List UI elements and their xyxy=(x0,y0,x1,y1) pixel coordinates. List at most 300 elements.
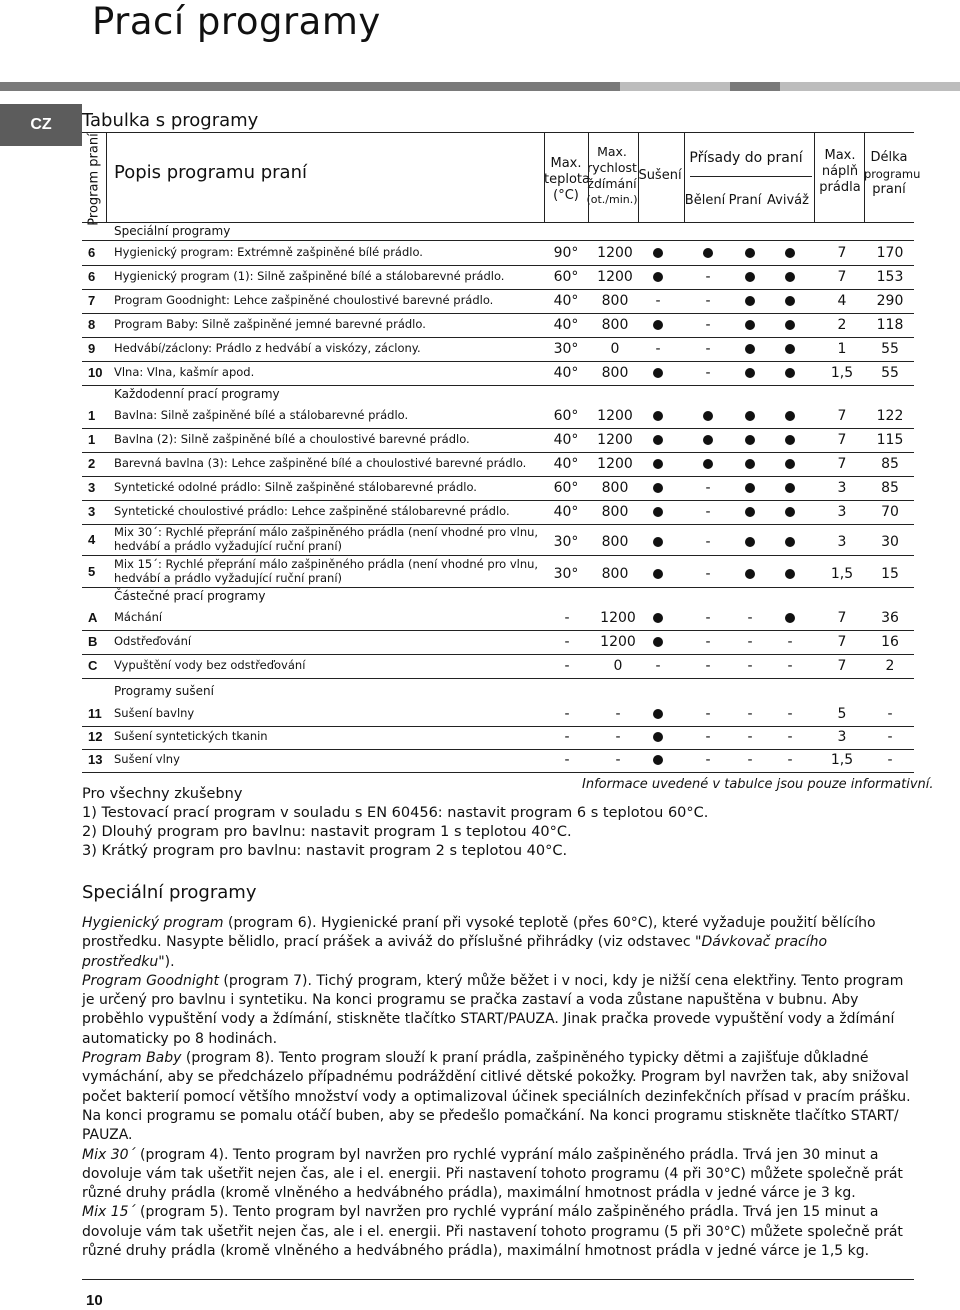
side-label: Program praní xyxy=(86,132,102,226)
filled-dot-icon xyxy=(785,272,795,282)
cell-duration: 122 xyxy=(876,408,904,424)
cell-wash xyxy=(694,245,722,261)
filled-dot-icon xyxy=(703,411,713,421)
program-number: 2 xyxy=(88,456,96,471)
cell-duration: 115 xyxy=(876,432,904,448)
section-special: Speciální programy xyxy=(114,224,231,238)
cell-softener xyxy=(736,365,764,381)
program-description: Barevná bavlna (3): Lehce zašpiněné bílé a choulostivé barevné prádlo. xyxy=(114,456,527,470)
program-description: Hygienický program: Extrémně zašpiněné bílé prádlo. xyxy=(114,245,423,259)
header-spin: Max. rychlost ždímání (ot./min.) xyxy=(586,144,638,206)
program-name: Hedvábí/záclony: xyxy=(114,341,213,355)
program-name: Bavlna (2): xyxy=(114,432,178,446)
program-name: Mix 15´: xyxy=(114,557,162,571)
paragraph: Mix 30´ (program 4). Tento program byl navržen pro rychlé vyprání málo zašpiněného prádla. Trvá jen 30 minut a dovoluje vám tak ušetřit nejen čas, ale i el. energii. Při nastavení tohoto programu (4 při 30°C) můžete společně prát různé druhy prádla (kromě vlněného a hedvábného prádla), maximální hmotnost prádla v jedné várce je 3 kg. xyxy=(82,1146,903,1202)
header-bottom-rule xyxy=(82,222,914,223)
cell-wash: - xyxy=(705,534,711,550)
cell-load: 3 xyxy=(837,534,847,550)
table-row xyxy=(82,290,914,314)
cell-dry xyxy=(644,634,672,650)
program-number: B xyxy=(88,634,98,649)
table-row xyxy=(82,726,914,750)
cell-bleach xyxy=(644,408,672,424)
filled-dot-icon xyxy=(653,637,663,647)
filled-dot-icon xyxy=(745,368,755,378)
table-row xyxy=(82,607,914,631)
cell-duration: - xyxy=(887,752,893,768)
cell-load: 7 xyxy=(837,634,847,650)
cell-wash: - xyxy=(705,365,711,381)
table-row xyxy=(82,631,914,655)
filled-dot-icon xyxy=(785,344,795,354)
table-row xyxy=(82,362,914,386)
program-name: Syntetické choulostivé prádlo: xyxy=(114,504,288,518)
filled-dot-icon xyxy=(653,569,663,579)
cell-wash: - xyxy=(705,566,711,582)
program-description: Hygienický program (1): Silně zašpiněné bílé a stálobarevné prádlo. xyxy=(114,269,505,283)
cell-softener-2 xyxy=(776,245,804,261)
cell-load: 1,5 xyxy=(830,752,854,768)
program-description: Syntetické choulostivé prádlo: Lehce zašpiněné stálobarevné prádlo. xyxy=(114,504,510,518)
cell-load: 7 xyxy=(837,658,847,674)
filled-dot-icon xyxy=(653,537,663,547)
program-description: Sušení bavlny xyxy=(114,706,195,720)
program-number: 7 xyxy=(88,293,96,308)
filled-dot-icon xyxy=(745,296,755,306)
cell-duration: 170 xyxy=(876,245,904,261)
table-title: Tabulka s programy xyxy=(82,110,259,131)
program-description: Program Baby: Silně zašpiněné jemné barevné prádlo. xyxy=(114,317,426,331)
program-name: Barevná bavlna (3): xyxy=(114,456,228,470)
program-name: Bavlna: xyxy=(114,408,158,422)
filled-dot-icon xyxy=(785,537,795,547)
cell-spin: 1200 xyxy=(597,456,633,472)
header-bleach: Bělení xyxy=(684,193,726,208)
cell-bleach xyxy=(644,504,672,520)
table-row xyxy=(82,266,914,290)
cell-temp: 30° xyxy=(553,566,579,582)
cell-wash xyxy=(694,408,722,424)
program-number: 11 xyxy=(88,706,102,721)
cell-temp: - xyxy=(564,634,570,650)
special-programs-title: Speciální programy xyxy=(82,882,257,903)
cell-temp: - xyxy=(564,752,570,768)
cell-wash xyxy=(694,432,722,448)
cell-load: 1,5 xyxy=(830,566,854,582)
program-name: Program Baby: xyxy=(114,317,199,331)
cell-softener: - xyxy=(787,752,793,768)
table-top-rule xyxy=(82,132,914,133)
cell-wash: - xyxy=(747,706,753,722)
cell-load: 5 xyxy=(837,706,847,722)
filled-dot-icon xyxy=(653,411,663,421)
filled-dot-icon xyxy=(745,272,755,282)
cell-bleach: - xyxy=(705,610,711,626)
cell-duration: 55 xyxy=(881,341,899,357)
cell-duration: - xyxy=(887,729,893,745)
cell-bleach xyxy=(644,566,672,582)
cell-load: 7 xyxy=(837,432,847,448)
header-temp: Max. teplota (°C) xyxy=(544,156,590,203)
header-separator xyxy=(544,132,545,222)
filled-dot-icon xyxy=(653,368,663,378)
filled-dot-icon xyxy=(745,248,755,258)
cell-temp: 40° xyxy=(553,432,579,448)
test-instructions xyxy=(82,785,708,861)
cell-bleach: - xyxy=(705,634,711,650)
cell-load: 4 xyxy=(837,293,847,309)
program-name: Mix 30´: xyxy=(114,525,162,539)
tests-title: Pro všechny zkušebny xyxy=(82,786,243,802)
program-description: Mix 30´: Rychlé přeprání málo zašpiněného prádla (není vhodné pro vlnu, hedvábí a prádlo vyžadující ruční praní) xyxy=(114,525,539,553)
program-number: 10 xyxy=(88,365,103,380)
table-row xyxy=(82,405,914,429)
filled-dot-icon xyxy=(785,483,795,493)
cell-bleach: - xyxy=(655,293,661,309)
paragraph: Hygienický program (program 6). Hygienické praní při vysoké teplotě (přes 60°C), které vyžaduje použití bělícího prostředku. Nasypte bělidlo, prací prášek a aviváž do příslušné přihrádky (viz odstavec "Dávkovač pracího prostředku"). xyxy=(82,915,876,970)
cell-temp: 40° xyxy=(553,456,579,472)
cell-softener xyxy=(736,408,764,424)
filled-dot-icon xyxy=(785,248,795,258)
cell-softener xyxy=(736,504,764,520)
cell-duration: 55 xyxy=(881,365,899,381)
header-separator xyxy=(588,132,589,222)
filled-dot-icon xyxy=(653,435,663,445)
program-number: 8 xyxy=(88,317,96,332)
program-name: Vlna: xyxy=(114,365,144,379)
filled-dot-icon xyxy=(785,459,795,469)
cell-spin: - xyxy=(615,706,621,722)
reference-term: Dávkovač pracího prostředku xyxy=(82,934,828,970)
cell-temp: 30° xyxy=(553,534,579,550)
cell-bleach xyxy=(644,432,672,448)
cell-spin: 800 xyxy=(601,534,629,550)
cell-dry xyxy=(644,729,672,745)
cell-bleach xyxy=(644,456,672,472)
header-duration: Délka programu praní xyxy=(864,150,921,197)
section-rule xyxy=(82,240,914,241)
filled-dot-icon xyxy=(653,507,663,517)
cell-wash: - xyxy=(705,293,711,309)
cell-wash xyxy=(694,456,722,472)
test-line: 1) Testovací prací program v souladu s EN 60456: nastavit program 6 s teplotou 60°C. xyxy=(82,805,709,821)
cell-softener: - xyxy=(787,658,793,674)
cell-softener-2 xyxy=(776,317,804,333)
cell-duration: 15 xyxy=(881,566,899,582)
program-number: C xyxy=(88,658,98,673)
special-programs-text xyxy=(82,914,916,1261)
cell-wash: - xyxy=(705,504,711,520)
cell-softener-2 xyxy=(776,408,804,424)
program-description: Máchání xyxy=(114,610,163,624)
table-row xyxy=(82,338,914,362)
cell-bleach: - xyxy=(705,706,711,722)
cell-duration: 118 xyxy=(876,317,904,333)
filled-dot-icon xyxy=(785,320,795,330)
header-softener: Aviváž xyxy=(767,193,809,208)
section-daily: Každodenní prací programy xyxy=(114,387,280,401)
header-load: Max. náplň prádla xyxy=(819,148,861,195)
cell-softener-2 xyxy=(776,504,804,520)
paragraph: Program Goodnight (program 7). Tichý program, který může běžet i v noci, kdy je nižší cena elektřiny. Tento program je určený pro bavlnu i syntetiku. Na konci programu se pračka zastaví a voda zůstane napuštěna v bubnu. Aby proběhlo vypuštění vody a ždímání, stiskněte tlačítko START/PAUZA. Jinak pračka provede vypuštění vody a ždímání automaticky po 8 hodinách. xyxy=(82,972,904,1047)
cell-duration: 16 xyxy=(881,634,899,650)
program-term: Mix 15´ xyxy=(82,1204,136,1221)
header-separator xyxy=(814,132,815,222)
table-row xyxy=(82,749,914,773)
cell-spin: - xyxy=(615,752,621,768)
cell-wash: - xyxy=(747,634,753,650)
cell-wash: - xyxy=(705,341,711,357)
cell-dry xyxy=(644,706,672,722)
cell-duration: 290 xyxy=(876,293,904,309)
filled-dot-icon xyxy=(785,435,795,445)
program-description: Hedvábí/záclony: Prádlo z hedvábí a viskózy, záclony. xyxy=(114,341,421,355)
table-row xyxy=(82,242,914,266)
cell-duration: 70 xyxy=(881,504,899,520)
cell-spin: 800 xyxy=(601,317,629,333)
cell-bleach xyxy=(644,317,672,333)
cell-wash: - xyxy=(747,658,753,674)
filled-dot-icon xyxy=(703,248,713,258)
program-term: Mix 30´ xyxy=(82,1146,136,1163)
cell-softener xyxy=(736,432,764,448)
filled-dot-icon xyxy=(653,755,663,765)
cell-spin: 800 xyxy=(601,365,629,381)
cell-softener xyxy=(736,456,764,472)
header-separator xyxy=(106,132,107,222)
program-number: 12 xyxy=(88,729,103,744)
filled-dot-icon xyxy=(745,569,755,579)
cell-spin: 1200 xyxy=(597,269,633,285)
cell-temp: - xyxy=(564,658,570,674)
cell-softener: - xyxy=(787,706,793,722)
table-row xyxy=(82,655,914,679)
table-row xyxy=(82,524,914,556)
cell-bleach xyxy=(644,269,672,285)
program-number: 3 xyxy=(88,504,96,519)
cell-load: 7 xyxy=(837,408,847,424)
cell-softener-2 xyxy=(776,341,804,357)
cell-duration: 153 xyxy=(876,269,904,285)
program-description: Program Goodnight: Lehce zašpiněné choulostivé barevné prádlo. xyxy=(114,293,494,307)
cell-spin: 0 xyxy=(610,341,620,357)
cell-dry xyxy=(644,610,672,626)
cell-temp: 60° xyxy=(553,480,579,496)
filled-dot-icon xyxy=(653,248,663,258)
test-line: 3) Krátký program pro bavlnu: nastavit program 2 s teplotou 40°C. xyxy=(82,843,568,859)
footer-rule xyxy=(82,1279,914,1280)
cell-temp: 60° xyxy=(553,269,579,285)
program-term: Program Goodnight xyxy=(82,972,219,989)
program-description: Mix 15´: Rychlé přeprání málo zašpiněného prádla (není vhodné pro vlnu, hedvábí a prádlo vyžadující ruční praní) xyxy=(114,557,539,585)
program-number: A xyxy=(88,610,98,625)
header-separator xyxy=(684,132,685,222)
cell-load: 7 xyxy=(837,610,847,626)
filled-dot-icon xyxy=(653,483,663,493)
header-additives: Přísady do praní xyxy=(689,150,803,166)
table-row xyxy=(82,453,914,477)
header-bar-accent xyxy=(620,82,730,91)
program-term: Hygienický program xyxy=(82,915,224,931)
section-partial: Částečné prací programy xyxy=(114,589,266,603)
program-number: 3 xyxy=(88,480,96,495)
cell-softener xyxy=(736,293,764,309)
cell-temp: 30° xyxy=(553,341,579,357)
filled-dot-icon xyxy=(653,732,663,742)
cell-spin: 800 xyxy=(601,480,629,496)
cell-bleach: - xyxy=(655,341,661,357)
cell-spin: 1200 xyxy=(600,610,636,626)
cell-spin: 1200 xyxy=(600,634,636,650)
cell-bleach xyxy=(644,480,672,496)
filled-dot-icon xyxy=(745,459,755,469)
filled-dot-icon xyxy=(745,320,755,330)
program-number: 9 xyxy=(88,341,96,356)
cell-temp: 40° xyxy=(553,365,579,381)
filled-dot-icon xyxy=(785,411,795,421)
cell-softener xyxy=(736,534,764,550)
cell-spin: 800 xyxy=(601,566,629,582)
table-row xyxy=(82,477,914,501)
cell-softener-2 xyxy=(776,480,804,496)
program-description: Bavlna: Silně zašpiněné bílé a stálobarevné prádlo. xyxy=(114,408,409,422)
cell-bleach xyxy=(644,245,672,261)
page-number: 10 xyxy=(86,1292,103,1309)
cell-softener xyxy=(736,566,764,582)
cell-load: 3 xyxy=(837,504,847,520)
cell-duration: 85 xyxy=(881,456,899,472)
cell-load: 7 xyxy=(837,245,847,261)
header-bar-accent-2 xyxy=(780,82,960,91)
page-title: Prací programy xyxy=(92,0,381,43)
header-separator xyxy=(864,132,865,222)
header-drying: Sušení xyxy=(638,168,682,183)
cell-softener xyxy=(736,269,764,285)
filled-dot-icon xyxy=(745,435,755,445)
table-row xyxy=(82,501,914,525)
header-separator xyxy=(638,132,639,222)
cell-softener-2 xyxy=(776,456,804,472)
cell-softener xyxy=(736,341,764,357)
program-description: Sušení vlny xyxy=(114,752,180,766)
cell-load: 7 xyxy=(837,456,847,472)
cell-load: 1,5 xyxy=(830,365,854,381)
paragraph: Na konci programu se pomalu otáčí buben, aby se předešlo pomačkání. Na konci programu stiskněte tlačítko START/ PAUZA. xyxy=(82,1107,899,1144)
program-name: Hygienický program: xyxy=(114,245,234,259)
cell-softener xyxy=(776,610,804,626)
cell-duration: 85 xyxy=(881,480,899,496)
cell-load: 7 xyxy=(837,269,847,285)
table-row xyxy=(82,429,914,453)
cell-duration: 30 xyxy=(881,534,899,550)
program-number: 13 xyxy=(88,752,103,767)
program-name: Hygienický program (1): xyxy=(114,269,254,283)
header-description: Popis programu praní xyxy=(114,162,307,183)
filled-dot-icon xyxy=(653,709,663,719)
cell-temp: 90° xyxy=(553,245,579,261)
cell-temp: 40° xyxy=(553,293,579,309)
cell-wash: - xyxy=(705,269,711,285)
program-number: 5 xyxy=(88,564,96,579)
cell-dry xyxy=(644,752,672,768)
filled-dot-icon xyxy=(703,435,713,445)
cell-dry: - xyxy=(655,658,661,674)
cell-temp: - xyxy=(564,610,570,626)
program-number: 6 xyxy=(88,269,96,284)
cell-softener xyxy=(736,480,764,496)
cell-softener: - xyxy=(787,634,793,650)
cell-spin: 1200 xyxy=(597,245,633,261)
cell-duration: 2 xyxy=(885,658,895,674)
program-description: Vlna: Vlna, kašmír apod. xyxy=(114,365,255,379)
cell-load: 2 xyxy=(837,317,847,333)
cell-wash: - xyxy=(705,317,711,333)
program-number: 1 xyxy=(88,408,96,423)
filled-dot-icon xyxy=(745,483,755,493)
program-number: 4 xyxy=(88,532,96,547)
cell-spin: 1200 xyxy=(597,432,633,448)
program-description: Bavlna (2): Silně zašpiněné bílé a choulostivé barevné prádlo. xyxy=(114,432,470,446)
program-number: 1 xyxy=(88,432,96,447)
cell-load: 1 xyxy=(837,341,847,357)
cell-temp: 60° xyxy=(553,408,579,424)
program-name: Syntetické odolné prádlo: xyxy=(114,480,262,494)
cell-softener xyxy=(736,245,764,261)
program-description: Odstřeďování xyxy=(114,634,192,648)
filled-dot-icon xyxy=(745,411,755,421)
cell-wash: - xyxy=(747,610,753,626)
cell-duration: 36 xyxy=(881,610,899,626)
section-drying: Programy sušení xyxy=(114,684,214,698)
cell-softener: - xyxy=(787,729,793,745)
table-row xyxy=(82,556,914,588)
cell-load: 3 xyxy=(837,729,847,745)
filled-dot-icon xyxy=(703,459,713,469)
program-description: Syntetické odolné prádlo: Silně zašpiněné stálobarevné prádlo. xyxy=(114,480,477,494)
filled-dot-icon xyxy=(653,272,663,282)
table-note: Informace uvedené v tabulce jsou pouze informativní. xyxy=(582,777,934,792)
program-description: Sušení syntetických tkanin xyxy=(114,729,268,743)
filled-dot-icon xyxy=(785,507,795,517)
filled-dot-icon xyxy=(785,368,795,378)
table-row xyxy=(82,314,914,338)
language-badge: CZ xyxy=(0,104,82,146)
cell-softener-2 xyxy=(776,269,804,285)
filled-dot-icon xyxy=(785,569,795,579)
cell-bleach: - xyxy=(705,658,711,674)
test-line: 2) Dlouhý program pro bavlnu: nastavit program 1 s teplotou 40°C. xyxy=(82,824,572,840)
table-row xyxy=(82,703,914,727)
program-number: 6 xyxy=(88,245,96,260)
cell-softener-2 xyxy=(776,566,804,582)
cell-spin: 1200 xyxy=(597,408,633,424)
filled-dot-icon xyxy=(745,537,755,547)
cell-bleach xyxy=(644,365,672,381)
cell-wash: - xyxy=(747,752,753,768)
filled-dot-icon xyxy=(745,344,755,354)
cell-load: 3 xyxy=(837,480,847,496)
header-wash: Praní xyxy=(728,193,762,208)
cell-bleach xyxy=(644,534,672,550)
paragraph: Mix 15´ (program 5). Tento program byl navržen pro rychlé vyprání málo zašpiněného prádla. Trvá jen 15 minut a dovoluje vám tak ušetřit nejen čas, ale i el. energii. Při nastavení tohoto programu (5 při 30°C) můžete společně prát různé druhy prádla (kromě vlněného a hedvábného prádla), maximální hmotnost prádla v jedné várce je 1,5 kg. xyxy=(82,1204,903,1260)
cell-softener-2 xyxy=(776,432,804,448)
cell-softener-2 xyxy=(776,293,804,309)
cell-wash: - xyxy=(747,729,753,745)
program-name: Program Goodnight: xyxy=(114,293,230,307)
header-additives-rule xyxy=(690,176,812,177)
cell-spin: 0 xyxy=(613,658,623,674)
paragraph: Program Baby (program 8). Tento program slouží k praní prádla, zašpiněného typicky dětmi a zajišťuje důkladné vymáchání, aby se předcházelo případnému podráždění citlivé dětské pokožky. Program byl navržen tak, aby snižoval počet bakterií pomocí většího množství vody a optimalizoval účinek speciálních dezinfekčních přísad v pracím prášku. xyxy=(82,1050,911,1105)
